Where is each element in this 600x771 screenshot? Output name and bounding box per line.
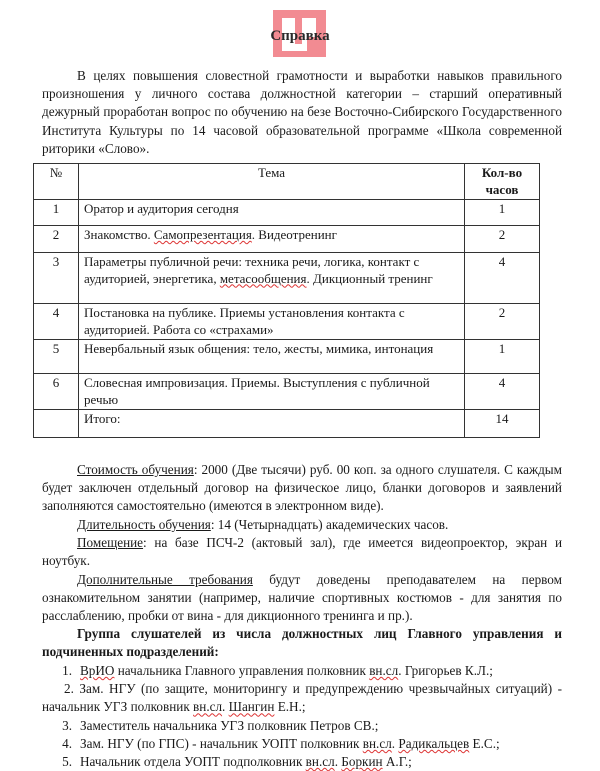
spellcheck-flagged-word: метасообщения — [219, 270, 307, 286]
group-heading: Группа слушателей из числа должностных лиц Главного управления и подчиненных подразделений: — [42, 626, 562, 660]
table-row — [34, 226, 540, 253]
participants-list — [42, 662, 562, 771]
total-label: Итого: — [79, 410, 465, 438]
table-total-row — [34, 410, 540, 438]
spellcheck-flagged-word: вн.сл — [362, 735, 392, 751]
topic-text: . Видеотренинг — [251, 227, 337, 242]
item-text: Зам. НГУ (по защите, мониторингу и предупреждению чрезвычайных ситуаций) - начальник УГЗ полковник — [42, 681, 563, 715]
table-row — [34, 200, 540, 226]
header-hours: Кол-во часов — [465, 164, 540, 200]
row-hours: 1 — [465, 340, 540, 374]
room-paragraph — [42, 534, 562, 570]
row-topic: Оратор и аудитория сегодня — [79, 200, 465, 226]
row-hours: 4 — [465, 253, 540, 304]
row-num: 3 — [34, 253, 79, 304]
spellcheck-flagged-word: вн.сл — [305, 754, 335, 770]
row-num: 6 — [34, 374, 79, 410]
table-row — [34, 374, 540, 410]
item-text: Е.Н.; — [274, 699, 306, 715]
item-number: 5. — [62, 754, 72, 770]
item-number: 1. — [62, 663, 72, 678]
topic-text: Знакомство. — [84, 227, 154, 242]
row-hours: 4 — [465, 374, 540, 410]
extra-text: будут доведены преподавателем на первом ознакомительном занятии (например, наличие спортивных костюмов - для занятия по расслаблению, пробки от вина - для дикционного тренинга и пр.). — [42, 572, 562, 624]
header-topic: Тема — [79, 164, 465, 200]
table-row — [34, 253, 540, 304]
item-text: А.Г.; — [382, 754, 412, 770]
table-header-row — [34, 164, 540, 200]
cost-text: : 2000 (Две тысячи) руб. 00 коп. за одного слушателя. С каждым будет заключен отдельный договор на физическое лицо, бланки договоров и заявлений заполняются самостоятельно (имеются в электронном виде). — [42, 462, 563, 514]
total-hours: 14 — [465, 410, 540, 438]
cost-paragraph — [42, 461, 562, 516]
duration-text: : 14 (Четырнадцать) академических часов. — [210, 517, 449, 532]
table-row — [34, 340, 540, 374]
list-item — [42, 680, 562, 716]
item-text: Е.С.; — [469, 735, 500, 751]
row-num: 5 — [34, 340, 79, 374]
header-num: № — [34, 164, 79, 200]
spellcheck-flagged-word: вн.сл — [193, 699, 223, 715]
spellcheck-flagged-word: Боркин — [341, 754, 383, 770]
item-number: 4. — [62, 735, 72, 751]
row-num: 1 — [34, 200, 79, 226]
spellcheck-flagged-word: ВрИО — [80, 663, 115, 678]
item-number: 2. — [64, 681, 74, 697]
row-topic — [79, 253, 465, 304]
duration-label: Длительность обучения — [77, 517, 211, 532]
spellcheck-flagged-word: Шангин — [228, 699, 275, 715]
row-num: 4 — [34, 304, 79, 340]
cost-label: Стоимость обучения — [77, 462, 194, 477]
document-title: Справка — [270, 28, 330, 44]
program-table — [33, 163, 540, 438]
item-text: . — [222, 699, 229, 715]
intro-paragraph: В целях повышения словестной грамотности и выработки навыков правильного произношения у личного состава должностной категории – старший оперативный дежурный проработан вопрос по обучению на безе Восточно-Сибирского Государственного Института Культуры по 14 часовой образовательной программе «Школа современной риторики «Слово». — [42, 68, 562, 156]
row-hours: 2 — [465, 226, 540, 253]
list-item — [42, 735, 562, 753]
item-text: Заместитель начальника УГЗ полковник Петров СВ.; — [80, 717, 379, 733]
row-hours: 2 — [465, 304, 540, 340]
row-topic: Словесная импровизация. Приемы. Выступления с публичной речью — [79, 374, 465, 410]
room-label: Помещение — [77, 535, 144, 550]
item-text: Зам. НГУ (по ГПС) - начальник УОПТ полковник — [80, 735, 363, 751]
row-topic: Невербальный язык общения: тело, жесты, мимика, интонация — [79, 340, 465, 374]
list-item — [42, 753, 562, 771]
spellcheck-flagged-word: Самопрезентация — [153, 227, 252, 242]
extra-label: Дополнительные требования — [77, 572, 253, 587]
topic-text: . Дикционный тренинг — [306, 270, 433, 286]
list-item — [42, 717, 562, 735]
table-row — [34, 304, 540, 340]
row-hours: 1 — [465, 200, 540, 226]
topic-text: Параметры публичной речи: техника речи, логика, контакт с аудиторией, энергетика, — [84, 254, 420, 286]
spellcheck-flagged-word: вн.сл — [369, 663, 399, 678]
item-text: . — [334, 754, 342, 770]
duration-paragraph — [42, 516, 562, 534]
row-topic: Постановка на публике. Приемы установления контакта с аудиторией. Работа со «страхами» — [79, 304, 465, 340]
item-text: начальника Главного управления полковник — [114, 663, 370, 678]
item-text: . Григорьев К.Л.; — [398, 663, 493, 678]
list-item — [42, 662, 562, 680]
total-num-empty — [34, 410, 79, 438]
row-topic — [79, 226, 465, 253]
item-number: 3. — [62, 717, 72, 733]
spellcheck-flagged-word: Радикальцев — [398, 735, 470, 751]
row-num: 2 — [34, 226, 79, 253]
item-text: . — [391, 735, 399, 751]
extra-requirements-paragraph — [42, 571, 562, 626]
room-text: : на базе ПСЧ-2 (актовый зал), где имеется видеопроектор, экран и ноутбук. — [42, 535, 562, 569]
item-text: Начальник отдела УОПТ подполковник — [80, 754, 306, 770]
